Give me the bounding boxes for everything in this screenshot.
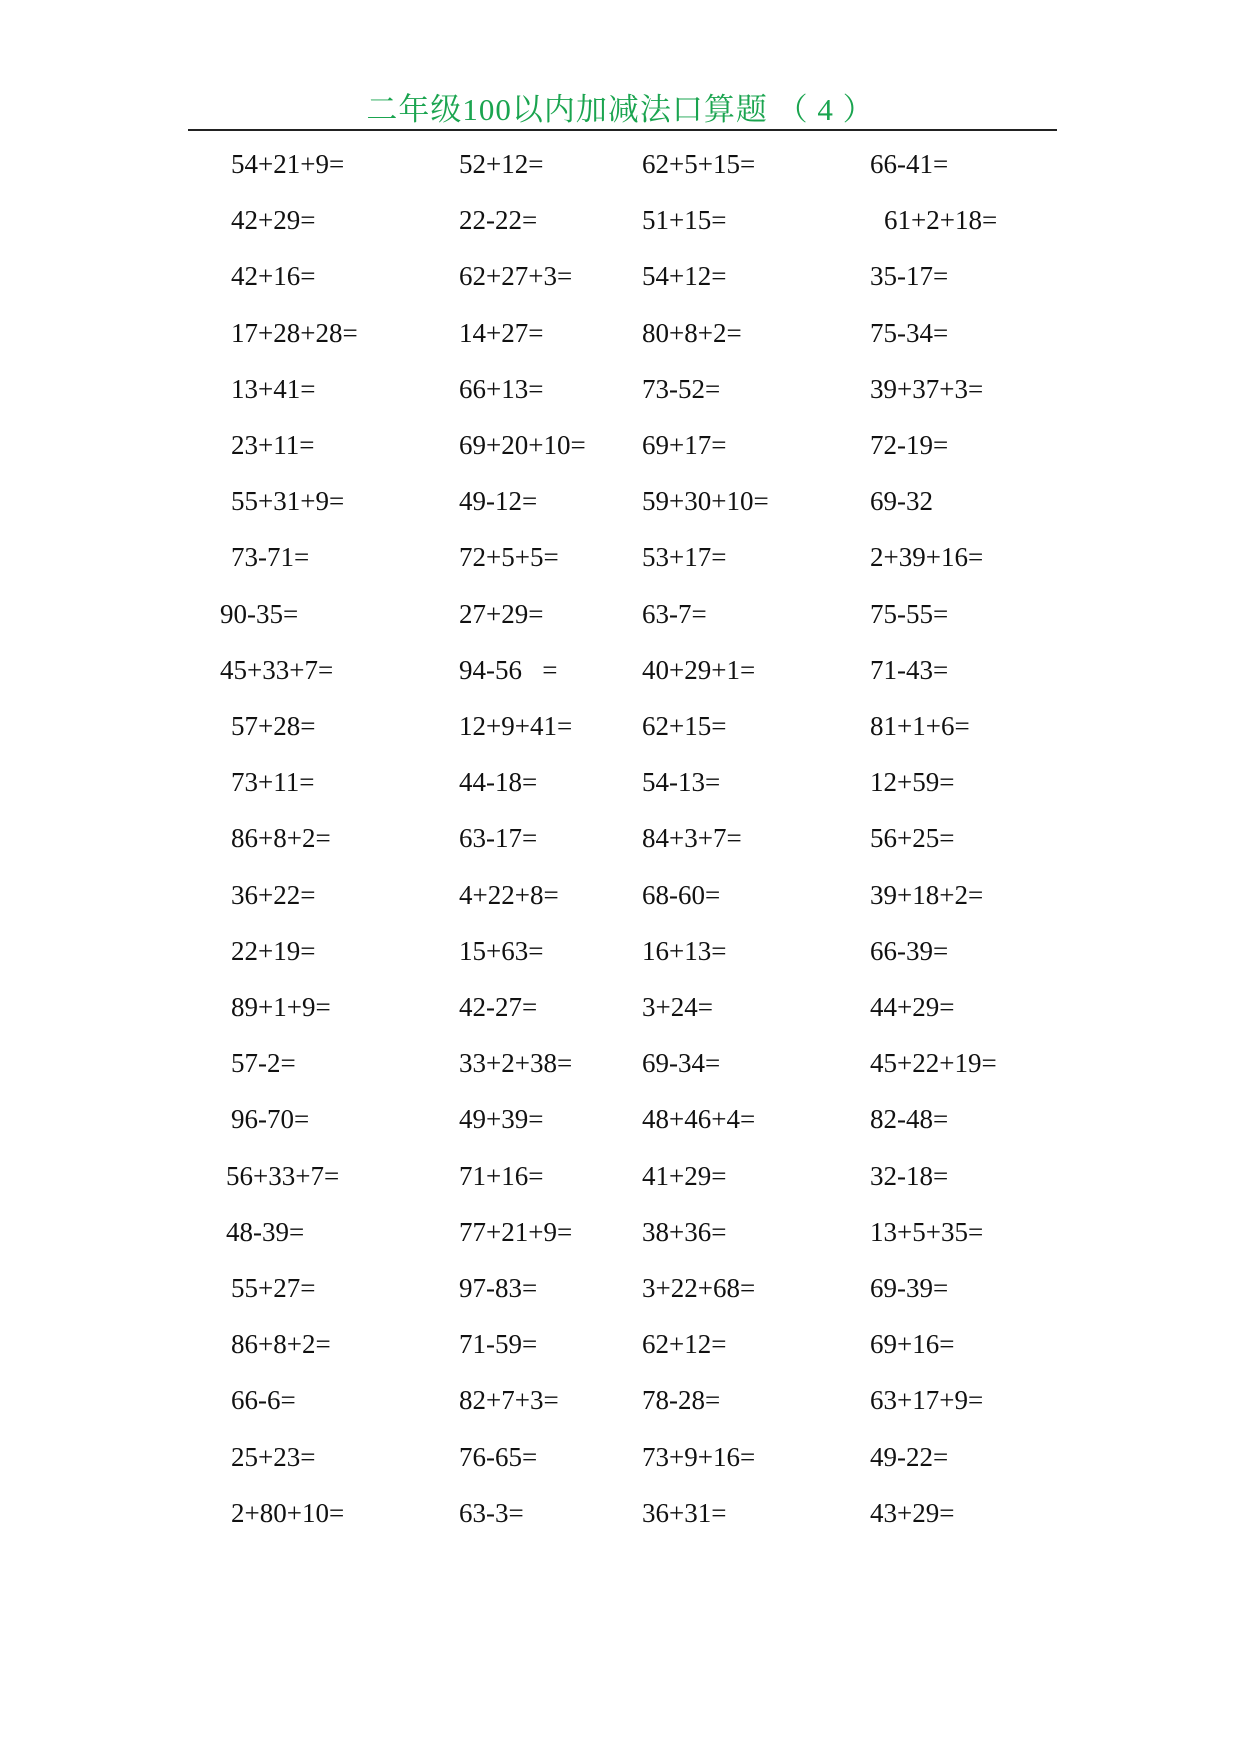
problem-r8-c1: 73-71= (231, 542, 310, 572)
problem-r16-c4: 44+29= (870, 992, 955, 1022)
problem-r14-c1: 36+22= (231, 880, 316, 910)
problem-r6-c2: 69+20+10= (459, 430, 586, 460)
problem-r13-c2: 63-17= (459, 823, 538, 853)
problem-r8-c3: 53+17= (642, 542, 727, 572)
problem-r23-c1: 66-6= (231, 1385, 296, 1415)
problem-r22-c2: 71-59= (459, 1329, 538, 1359)
problem-r18-c2: 49+39= (459, 1104, 544, 1134)
problem-r17-c3: 69-34= (642, 1048, 721, 1078)
problem-r6-c1: 23+11= (231, 430, 315, 460)
problem-r6-c3: 69+17= (642, 430, 727, 460)
problem-r5-c2: 66+13= (459, 374, 544, 404)
problem-r9-c4: 75-55= (870, 599, 949, 629)
problem-r21-c3: 3+22+68= (642, 1273, 756, 1303)
problem-r10-c1: 45+33+7= (220, 655, 334, 685)
problem-r10-c3: 40+29+1= (642, 655, 756, 685)
problem-r16-c2: 42-27= (459, 992, 538, 1022)
problem-r14-c3: 68-60= (642, 880, 721, 910)
problem-r3-c4: 35-17= (870, 261, 949, 291)
problem-r3-c1: 42+16= (231, 261, 316, 291)
problem-r22-c3: 62+12= (642, 1329, 727, 1359)
problem-r2-c4: 61+2+18= (884, 205, 998, 235)
problem-r12-c2: 44-18= (459, 767, 538, 797)
problem-r8-c4: 2+39+16= (870, 542, 984, 572)
problem-r18-c4: 82-48= (870, 1104, 949, 1134)
problem-r23-c4: 63+17+9= (870, 1385, 984, 1415)
problem-r17-c1: 57-2= (231, 1048, 296, 1078)
problem-r25-c4: 43+29= (870, 1498, 955, 1528)
problem-r22-c1: 86+8+2= (231, 1329, 331, 1359)
problem-r17-c2: 33+2+38= (459, 1048, 573, 1078)
problem-r15-c4: 66-39= (870, 936, 949, 966)
problem-r7-c4: 69-32 (870, 486, 933, 516)
problem-r2-c3: 51+15= (642, 205, 727, 235)
problem-r19-c1: 56+33+7= (226, 1161, 340, 1191)
problem-r25-c1: 2+80+10= (231, 1498, 345, 1528)
problem-r21-c1: 55+27= (231, 1273, 316, 1303)
problem-r15-c3: 16+13= (642, 936, 727, 966)
problem-r24-c4: 49-22= (870, 1442, 949, 1472)
problem-r15-c1: 22+19= (231, 936, 316, 966)
problem-r10-c4: 71-43= (870, 655, 949, 685)
problem-r1-c3: 62+5+15= (642, 149, 756, 179)
problem-r5-c1: 13+41= (231, 374, 316, 404)
problem-r5-c4: 39+37+3= (870, 374, 984, 404)
problem-r20-c4: 13+5+35= (870, 1217, 984, 1247)
problem-r23-c3: 78-28= (642, 1385, 721, 1415)
problem-r11-c4: 81+1+6= (870, 711, 970, 741)
problem-r20-c1: 48-39= (226, 1217, 305, 1247)
problem-r24-c2: 76-65= (459, 1442, 538, 1472)
problem-r12-c1: 73+11= (231, 767, 315, 797)
problem-r14-c2: 4+22+8= (459, 880, 559, 910)
problem-r9-c1: 90-35= (220, 599, 299, 629)
problem-r5-c3: 73-52= (642, 374, 721, 404)
problem-r12-c4: 12+59= (870, 767, 955, 797)
problem-r19-c3: 41+29= (642, 1161, 727, 1191)
problem-r11-c1: 57+28= (231, 711, 316, 741)
problem-r20-c2: 77+21+9= (459, 1217, 573, 1247)
problem-r25-c3: 36+31= (642, 1498, 727, 1528)
problem-r24-c1: 25+23= (231, 1442, 316, 1472)
problem-r18-c1: 96-70= (231, 1104, 310, 1134)
problem-r12-c3: 54-13= (642, 767, 721, 797)
problem-r19-c4: 32-18= (870, 1161, 949, 1191)
problem-r3-c2: 62+27+3= (459, 261, 573, 291)
problem-r9-c3: 63-7= (642, 599, 707, 629)
problem-r11-c3: 62+15= (642, 711, 727, 741)
problem-r13-c4: 56+25= (870, 823, 955, 853)
problem-r7-c3: 59+30+10= (642, 486, 769, 516)
problem-r1-c2: 52+12= (459, 149, 544, 179)
page-title: 二年级100以内加减法口算题 （ 4 ） (366, 92, 875, 127)
problem-r4-c1: 17+28+28= (231, 318, 358, 348)
problem-r9-c2: 27+29= (459, 599, 544, 629)
problem-r23-c2: 82+7+3= (459, 1385, 559, 1415)
problem-r14-c4: 39+18+2= (870, 880, 984, 910)
problem-r24-c3: 73+9+16= (642, 1442, 756, 1472)
problem-r2-c1: 42+29= (231, 205, 316, 235)
problem-r11-c2: 12+9+41= (459, 711, 573, 741)
problem-r22-c4: 69+16= (870, 1329, 955, 1359)
problem-r19-c2: 71+16= (459, 1161, 544, 1191)
problem-r20-c3: 38+36= (642, 1217, 727, 1247)
problem-r13-c1: 86+8+2= (231, 823, 331, 853)
problem-r7-c2: 49-12= (459, 486, 538, 516)
problem-r17-c4: 45+22+19= (870, 1048, 997, 1078)
problem-r4-c3: 80+8+2= (642, 318, 742, 348)
problem-r8-c2: 72+5+5= (459, 542, 559, 572)
problem-r3-c3: 54+12= (642, 261, 727, 291)
problem-r13-c3: 84+3+7= (642, 823, 742, 853)
problem-r1-c4: 66-41= (870, 149, 949, 179)
problem-r4-c2: 14+27= (459, 318, 544, 348)
problem-r21-c4: 69-39= (870, 1273, 949, 1303)
problem-r18-c3: 48+46+4= (642, 1104, 756, 1134)
problem-r6-c4: 72-19= (870, 430, 949, 460)
problem-r25-c2: 63-3= (459, 1498, 524, 1528)
problem-r7-c1: 55+31+9= (231, 486, 345, 516)
problem-r15-c2: 15+63= (459, 936, 544, 966)
problem-r1-c1: 54+21+9= (231, 149, 345, 179)
problem-r16-c1: 89+1+9= (231, 992, 331, 1022)
problem-r16-c3: 3+24= (642, 992, 713, 1022)
problem-r4-c4: 75-34= (870, 318, 949, 348)
problem-r10-c2: 94-56 = (459, 655, 558, 685)
problem-r2-c2: 22-22= (459, 205, 538, 235)
problem-r21-c2: 97-83= (459, 1273, 538, 1303)
